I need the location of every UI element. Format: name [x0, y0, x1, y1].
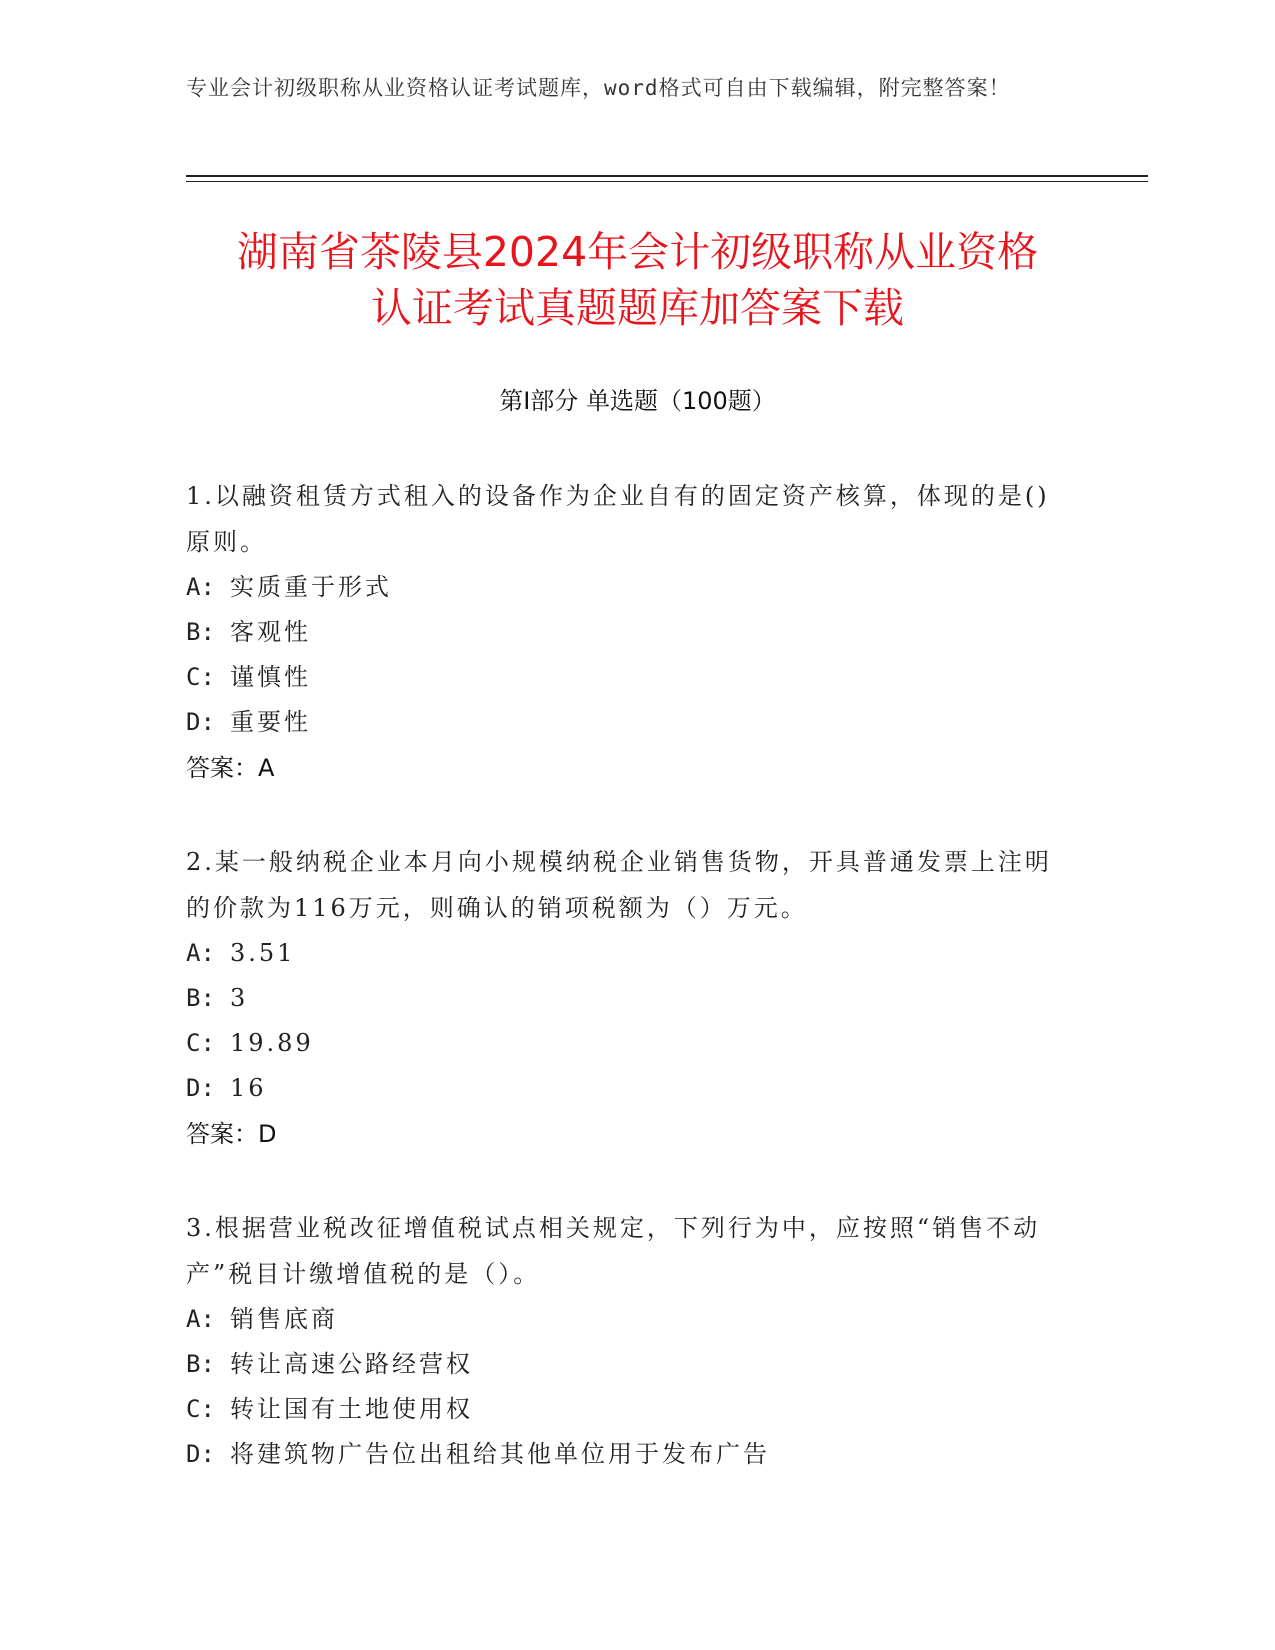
document-title-line-1: 湖南省茶陵县2024年会计初级职称从业资格 [236, 228, 1039, 276]
question-2 [186, 839, 1066, 1157]
option-text: 19.89 [230, 1029, 314, 1057]
option-text: 16 [230, 1074, 267, 1102]
document-title-line-2: 认证考试真题题库加答案下载 [371, 284, 904, 332]
option-letter: B: [186, 618, 215, 646]
option-d [186, 700, 1066, 745]
option-b [186, 976, 1066, 1021]
option-a [186, 1297, 1066, 1342]
option-text: 3.51 [230, 939, 296, 967]
option-letter: C: [186, 1395, 215, 1423]
header-divider-thick [186, 175, 1148, 177]
option-letter: D: [186, 1074, 215, 1102]
question-3 [186, 1205, 1066, 1477]
option-d [186, 1432, 1066, 1477]
option-a [186, 565, 1066, 610]
option-b [186, 1342, 1066, 1387]
option-letter: B: [186, 1350, 215, 1378]
option-text: 转让国有土地使用权 [230, 1395, 473, 1423]
question-1 [186, 473, 1066, 791]
option-letter: C: [186, 1029, 215, 1057]
option-letter: C: [186, 663, 215, 691]
option-text: 转让高速公路经营权 [230, 1350, 473, 1378]
question-stem: 2.某一般纳税企业本月向小规模纳税企业销售货物，开具普通发票上注明的价款为116万元，则确认的销项税额为（）万元。 [186, 848, 1052, 922]
option-text: 客观性 [230, 618, 311, 646]
option-text: 实质重于形式 [230, 573, 392, 601]
option-letter: A: [186, 939, 215, 967]
option-letter: B: [186, 984, 215, 1012]
question-list [186, 473, 1066, 1525]
answer-label: 答案：D [186, 1120, 277, 1148]
option-c [186, 655, 1066, 700]
option-b [186, 610, 1066, 655]
option-text: 谨慎性 [230, 663, 311, 691]
section-title: 第Ⅰ部分 单选题（100题） [499, 387, 776, 415]
question-stem: 1.以融资租赁方式租入的设备作为企业自有的固定资产核算，体现的是()原则。 [186, 482, 1050, 556]
option-text: 重要性 [230, 708, 311, 736]
header-divider-thin [186, 181, 1148, 182]
option-c [186, 1387, 1066, 1432]
option-text: 3 [230, 984, 249, 1012]
option-d [186, 1066, 1066, 1111]
header-note: 专业会计初级职称从业资格认证考试题库，word格式可自由下载编辑，附完整答案！ [186, 76, 1011, 100]
document-title [150, 224, 1125, 336]
option-text: 将建筑物广告位出租给其他单位用于发布广告 [230, 1440, 770, 1468]
answer-label: 答案：A [186, 754, 275, 782]
option-letter: D: [186, 708, 215, 736]
option-letter: D: [186, 1440, 215, 1468]
option-letter: A: [186, 1305, 215, 1333]
option-c [186, 1021, 1066, 1066]
option-a [186, 931, 1066, 976]
question-stem: 3.根据营业税改征增值税试点相关规定，下列行为中，应按照“销售不动产”税目计缴增值税的是（）。 [186, 1214, 1041, 1288]
option-text: 销售底商 [230, 1305, 338, 1333]
option-letter: A: [186, 573, 215, 601]
